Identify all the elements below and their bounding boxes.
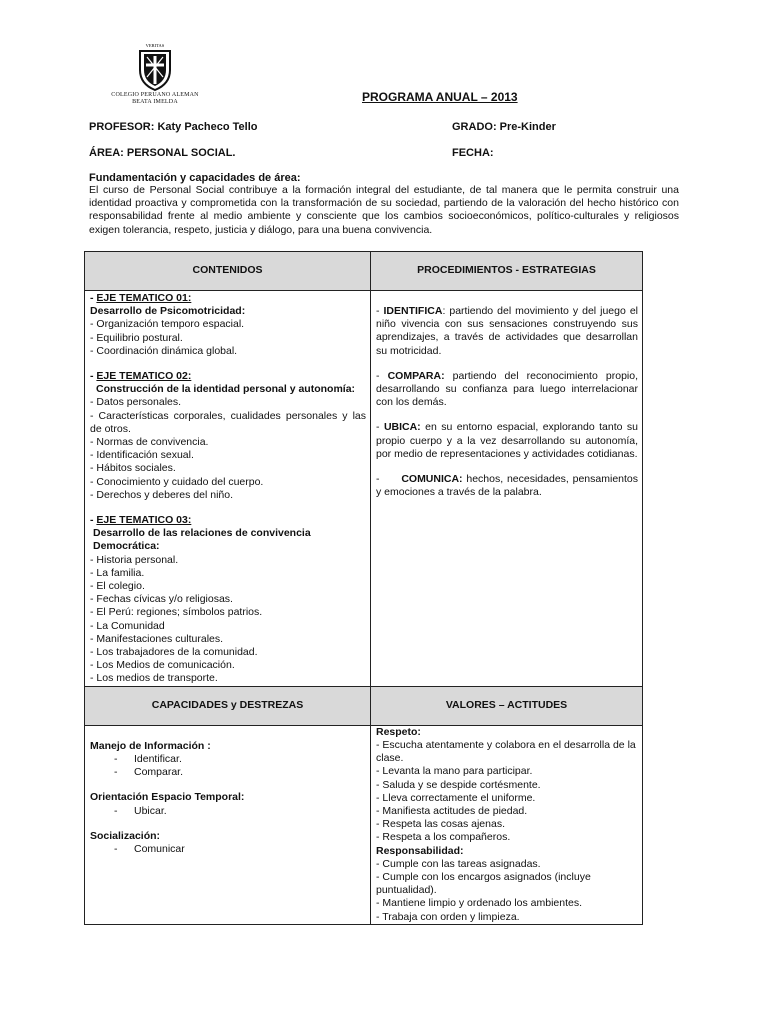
capacidades-cell	[85, 725, 371, 924]
eje-03-item: - La Comunidad	[90, 619, 165, 632]
contenidos-cell	[85, 291, 371, 687]
valores-item: - Mantiene limpio y ordenado los ambientes.	[376, 897, 583, 910]
procedimiento-compara: - COMPARA: partiendo del reconocimiento propio, desarrollando su confianza para luego interrelacionar con los demás.	[376, 369, 638, 409]
fundamentacion-title: Fundamentación y capacidades de área:	[89, 172, 301, 184]
eje-01: - EJE TEMATICO 01: Desarrollo de Psicomotricidad: - Organización temporo espacial. - Equilibrio postural. - Coordinación dinámica global.	[90, 292, 366, 358]
school-name-line2: BEATA IMELDA	[132, 99, 178, 105]
valores-item: - Respeta las cosas ajenas.	[376, 818, 505, 831]
header-procedimientos: PROCEDIMIENTOS - ESTRATEGIAS	[371, 252, 643, 291]
valores-item: - Lleva correctamente el uniforme.	[376, 791, 536, 804]
header-valores: VALORES – ACTITUDES	[371, 686, 643, 725]
valores-item: - Respeta a los compañeros.	[376, 831, 511, 844]
eje-03-item: - El colegio.	[90, 580, 145, 593]
capacidad-item: Comunicar	[134, 842, 185, 855]
eje-02-item: - Conocimiento y cuidado del cuerpo.	[90, 475, 264, 488]
eje-01-item: - Organización temporo espacial.	[90, 318, 245, 331]
valores-respeto-title: Respeto:	[376, 725, 421, 738]
eje-03-item: - Los trabajadores de la comunidad.	[90, 646, 258, 659]
valores-item: - Manifiesta actitudes de piedad.	[376, 804, 528, 817]
eje-02-item: - Identificación sexual.	[90, 449, 194, 462]
valores-item: - Cumple con los encargos asignados (incluye puntualidad).	[376, 870, 591, 897]
valores-item: - Trabaja con orden y limpieza.	[376, 910, 520, 923]
header-contenidos: CONTENIDOS	[85, 252, 371, 291]
eje-01-item: - Coordinación dinámica global.	[90, 344, 238, 357]
eje-02-item: - Derechos y deberes del niño.	[90, 488, 233, 501]
valores-item: - Saluda y se despide cortésmente.	[376, 778, 541, 791]
eje-02-label: EJE TEMATICO 02:	[96, 370, 192, 383]
program-table	[84, 251, 643, 925]
profesor-label: PROFESOR: Katy Pacheco Tello	[89, 121, 258, 133]
procedimiento-identifica: - IDENTIFICA: partiendo del movimiento y del juego el niño vivencia con sus sensaciones construyendo sus aprendizajes, a través de actividades que desarrollan su motricidad.	[376, 305, 638, 357]
area-label: ÁREA: PERSONAL SOCIAL.	[89, 147, 236, 159]
crest-word: VERITAS	[145, 43, 165, 48]
eje-03-item: - Historia personal.	[90, 553, 179, 566]
eje-03-item: - La familia.	[90, 566, 145, 579]
procedimiento-ubica: - UBICA: en su entorno espacial, explorando tanto su propio cuerpo y a la vez desarrollando su autonomía, por medio de representaciones y actividades cotidianas.	[376, 421, 638, 460]
eje-02: - EJE TEMATICO 02: Construcción de la identidad personal y autonomía: - Datos personales. - Características corporales, cualidades personales y las de otros. - Normas de convivencia. - Identificación sexual. - Hábitos sociales. - Conocimiento y cuidado del cuerpo. - Derechos y deberes del niño.	[90, 370, 366, 501]
capacidad-title: Socialización:	[90, 829, 161, 842]
eje-01-label: EJE TEMATICO 01:	[96, 292, 192, 304]
valores-item: - Levanta la mano para participar.	[376, 765, 533, 778]
eje-03-item: - Los medios de transporte.	[90, 672, 218, 685]
procedimientos-cell	[371, 291, 643, 687]
eje-02-item: - Características corporales, cualidades personales y las de otros.	[90, 409, 366, 435]
valores-item: - Cumple con las tareas asignadas.	[376, 857, 541, 870]
valores-item: - Escucha atentamente y colabora en el desarrolla de la clase.	[376, 738, 636, 765]
eje-03-title: Desarrollo de las relaciones de convivencia Democrática:	[93, 527, 311, 553]
header-capacidades: CAPACIDADES y DESTREZAS	[85, 686, 371, 725]
school-name-line1: COLEGIO PERUANO ALEMAN	[111, 92, 199, 98]
school-logo	[100, 40, 210, 110]
capacidad-group: Socialización: - Comunicar	[90, 830, 366, 856]
eje-03-item: - El Perú: regiones; símbolos patrios.	[90, 606, 263, 619]
school-crest-icon	[135, 40, 175, 92]
fundamentacion-text: El curso de Personal Social contribuye a la formación integral del estudiante, de tal manera que le permita construir una identidad proactiva y comprometida con la transformación de su sociedad, partiendo de la valoración del hecho histórico con responsabilidad frente al medio ambiente y consciente que los cambios socioeconómicos, político-culturales y religiosos exigen tolerancia, respeto, justicia y diálogo, para una buena convivencia.	[89, 184, 679, 236]
capacidad-group: Manejo de Información : - Identificar. - Comparar.	[90, 740, 366, 780]
eje-02-item: - Hábitos sociales.	[90, 462, 176, 475]
capacidad-title: Manejo de Información :	[90, 739, 211, 752]
valores-responsabilidad-title: Responsabilidad:	[376, 844, 464, 857]
eje-02-item: - Datos personales.	[90, 396, 182, 409]
capacidad-item: Ubicar.	[134, 804, 167, 817]
fecha-label: FECHA:	[452, 147, 494, 159]
page-title: PROGRAMA ANUAL – 2013	[362, 90, 518, 104]
eje-03-item: - Los Medios de comunicación.	[90, 659, 235, 672]
eje-02-title: Construcción de la identidad personal y autonomía:	[96, 383, 356, 396]
capacidad-group: Orientación Espacio Temporal: - Ubicar.	[90, 791, 366, 817]
grado-label: GRADO: Pre-Kinder	[452, 121, 556, 133]
eje-01-item: - Equilibrio postural.	[90, 331, 183, 344]
valores-cell	[371, 725, 643, 924]
eje-03-item: - Fechas cívicas y/o religiosas.	[90, 593, 233, 606]
eje-03-label: EJE TEMATICO 03:	[96, 514, 192, 527]
eje-02-item: - Normas de convivencia.	[90, 436, 209, 449]
capacidad-item: Identificar.	[134, 752, 182, 765]
capacidad-title: Orientación Espacio Temporal:	[90, 791, 245, 804]
eje-03-item: - Manifestaciones culturales.	[90, 632, 224, 645]
capacidad-item: Comparar.	[134, 766, 184, 779]
eje-03: - EJE TEMATICO 03: Desarrollo de las relaciones de convivencia Democrática: - Historia personal. - La familia. - El colegio. - Fechas cívicas y/o religiosas. - El Perú: regiones; símbolos patrios. - La Comunidad - Manifestaciones culturales. - Los trabajadores de la comunidad. - Los Medios de comunicación. - Los medios de transporte.	[90, 514, 366, 686]
procedimiento-comunica: - COMUNICA: hechos, necesidades, pensamientos y emociones a través de la palabra.	[376, 473, 639, 499]
eje-01-title: Desarrollo de Psicomotricidad:	[90, 305, 246, 318]
